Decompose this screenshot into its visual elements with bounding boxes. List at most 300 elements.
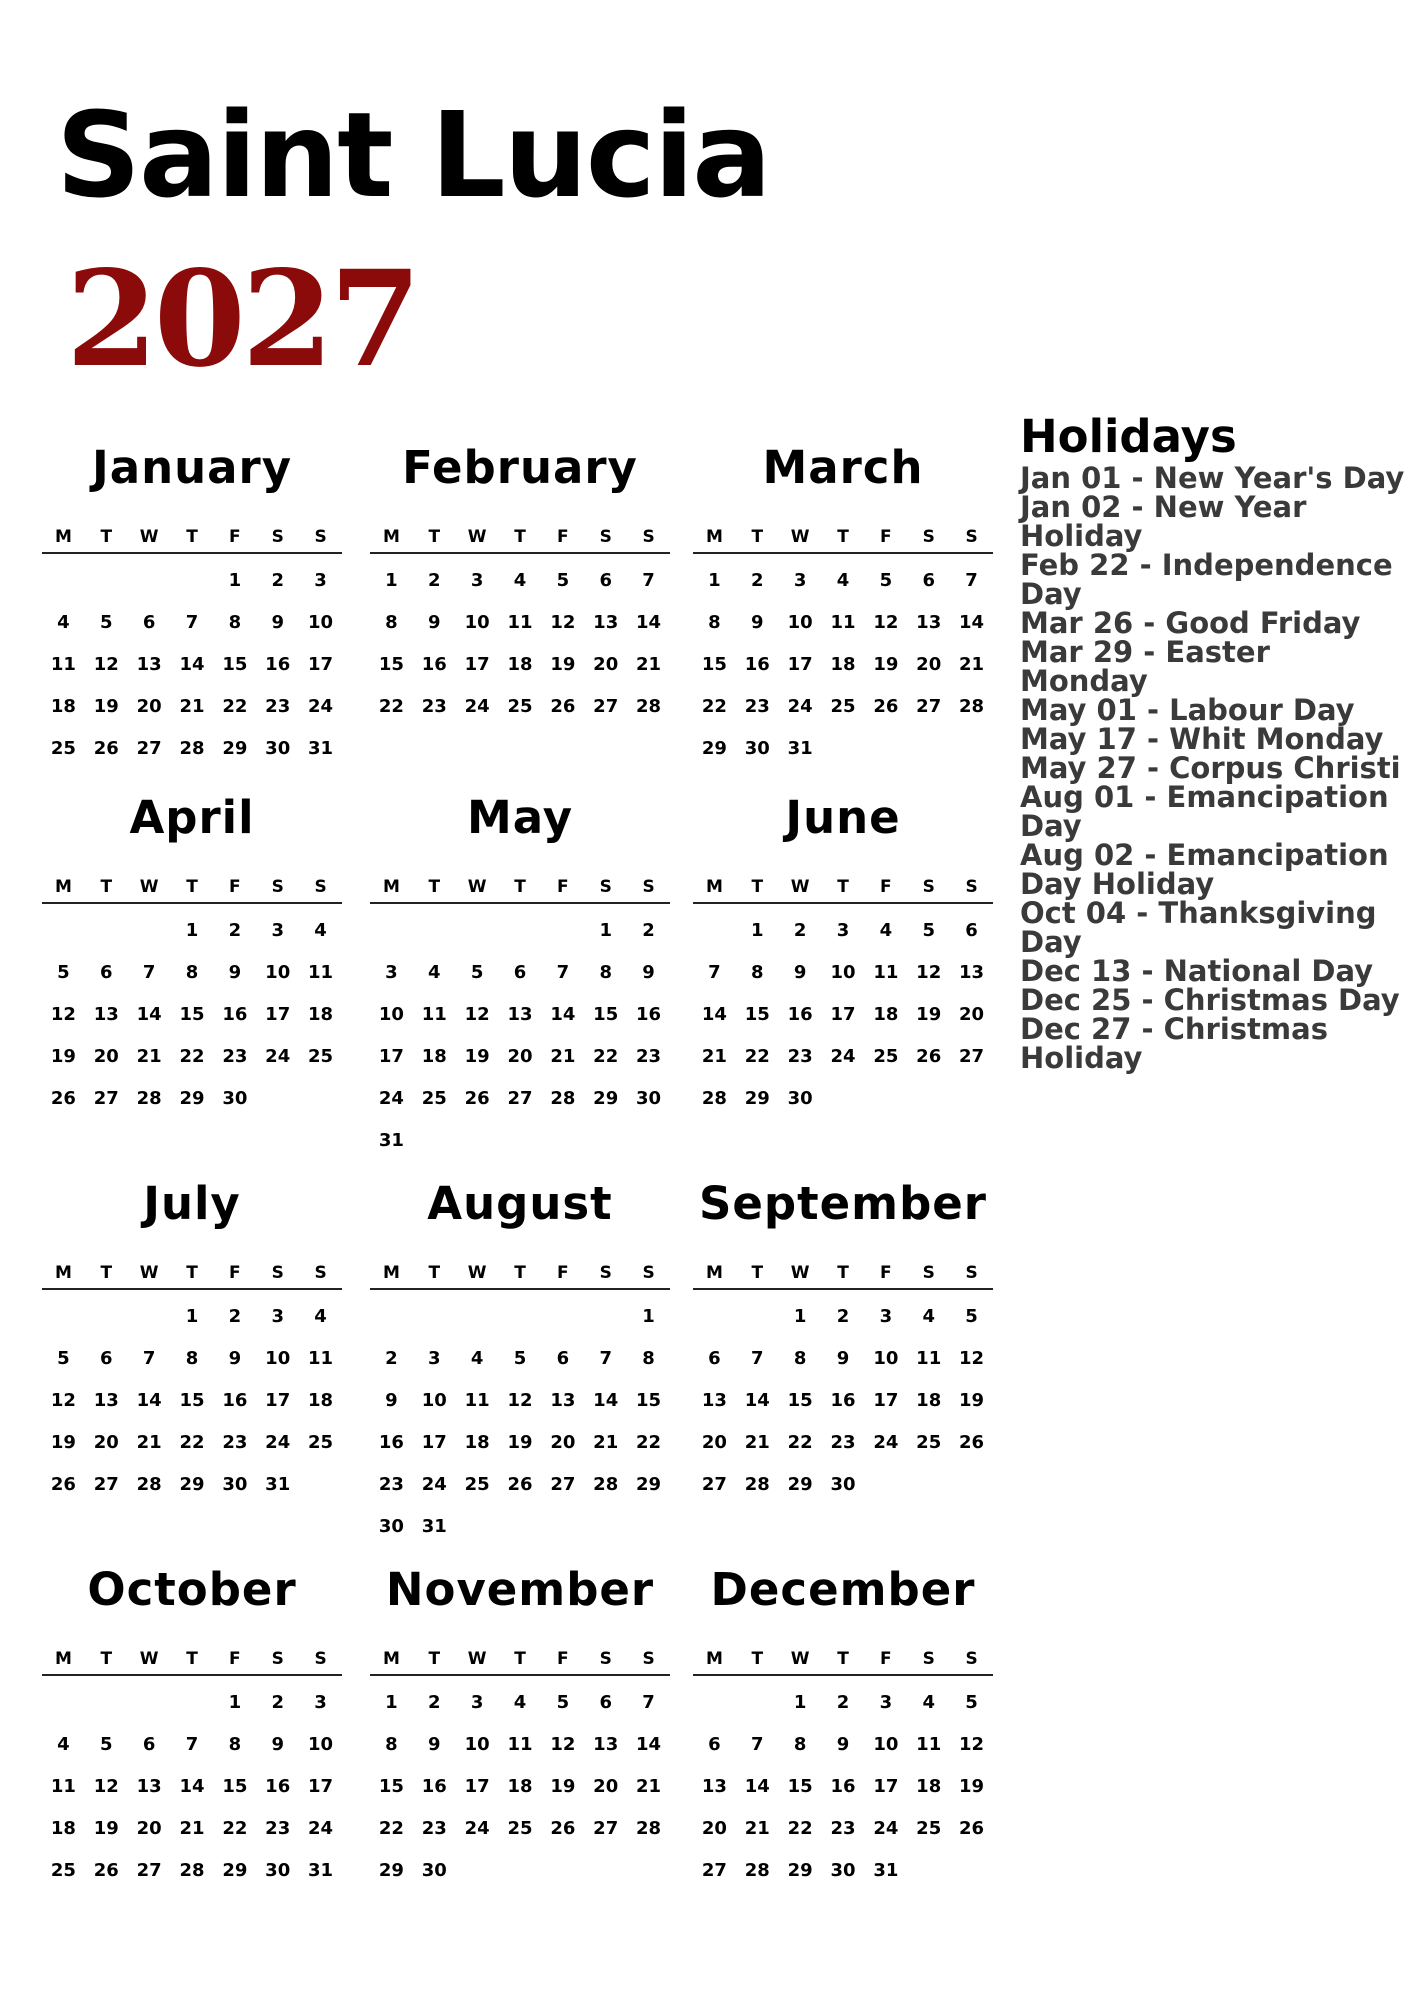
week-row xyxy=(693,1808,993,1850)
day-cell: 27 xyxy=(916,696,942,717)
day-cell: 21 xyxy=(136,1432,162,1453)
weekday-header: F xyxy=(229,1649,241,1669)
day-cell xyxy=(693,1296,736,1338)
day-cell: 7 xyxy=(185,1734,199,1755)
weekday-header: T xyxy=(100,1263,113,1283)
day-cell: 19 xyxy=(916,1004,942,1025)
day-cell: 11 xyxy=(464,1390,490,1411)
day-cell: 15 xyxy=(787,1776,813,1797)
week-row xyxy=(370,1724,670,1766)
day-cell: 16 xyxy=(421,654,447,675)
day-cell: 10 xyxy=(308,612,334,633)
day-cell: 25 xyxy=(308,1432,334,1453)
weekday-header-row xyxy=(693,1644,993,1676)
day-cell xyxy=(42,1296,85,1338)
week-row xyxy=(370,1850,670,1892)
day-cell: 12 xyxy=(550,1734,576,1755)
weekday-header: T xyxy=(514,1649,526,1669)
week-row xyxy=(693,910,993,952)
week-row xyxy=(42,1682,342,1724)
day-cell: 19 xyxy=(50,1046,76,1067)
week-row xyxy=(42,952,342,994)
day-cell: 6 xyxy=(513,962,527,983)
day-cell xyxy=(864,1078,907,1120)
day-cell: 2 xyxy=(751,570,764,591)
day-cell: 31 xyxy=(308,1860,334,1881)
week-row xyxy=(693,1036,993,1078)
day-cell: 28 xyxy=(636,696,662,717)
day-cell: 23 xyxy=(378,1474,404,1495)
day-cell: 14 xyxy=(550,1004,576,1025)
day-cell: 11 xyxy=(308,962,334,983)
day-cell: 12 xyxy=(959,1734,985,1755)
week-row xyxy=(42,1422,342,1464)
day-cell: 13 xyxy=(959,962,985,983)
weekday-header: S xyxy=(599,1649,612,1669)
day-cell: 6 xyxy=(708,1734,721,1755)
day-cell: 8 xyxy=(185,962,199,983)
day-cell xyxy=(627,1850,670,1892)
day-cell: 15 xyxy=(593,1004,619,1025)
day-cell: 24 xyxy=(873,1432,899,1453)
week-row xyxy=(693,1464,993,1506)
day-cell: 25 xyxy=(464,1474,490,1495)
day-cell: 6 xyxy=(556,1348,570,1369)
day-cell: 8 xyxy=(708,612,721,633)
weekday-header: M xyxy=(54,1649,72,1669)
day-cell: 6 xyxy=(100,962,113,983)
day-cell xyxy=(584,1506,627,1548)
day-cell: 15 xyxy=(787,1390,813,1411)
day-cell: 19 xyxy=(550,1776,576,1797)
holiday-item: May 27 - Corpus Christi xyxy=(1020,751,1401,785)
day-cell: 25 xyxy=(873,1046,899,1067)
week-row xyxy=(370,1296,670,1338)
week-row xyxy=(370,910,670,952)
weekday-header: S xyxy=(599,1263,612,1283)
day-cell: 24 xyxy=(265,1432,291,1453)
day-cell: 2 xyxy=(385,1348,398,1369)
weekday-header: W xyxy=(139,527,159,547)
weekday-header: W xyxy=(790,1649,810,1669)
weekday-header: M xyxy=(54,877,72,897)
day-cell xyxy=(171,560,214,602)
day-cell xyxy=(822,1078,865,1120)
day-cell: 18 xyxy=(916,1776,942,1797)
day-cell: 17 xyxy=(265,1004,291,1025)
weekday-header: W xyxy=(467,877,487,897)
day-cell: 15 xyxy=(744,1004,770,1025)
week-row xyxy=(370,1808,670,1850)
day-cell: 25 xyxy=(507,1818,533,1839)
day-cell xyxy=(256,1078,299,1120)
day-cell: 29 xyxy=(222,738,248,759)
day-cell: 23 xyxy=(265,696,291,717)
day-cell: 31 xyxy=(787,738,813,759)
holiday-item: Aug 01 - Emancipation Day xyxy=(1020,780,1389,843)
day-cell: 7 xyxy=(708,962,721,983)
day-cell: 30 xyxy=(830,1474,856,1495)
day-cell: 18 xyxy=(464,1432,490,1453)
weekday-header: S xyxy=(314,527,327,547)
month-february xyxy=(370,440,670,728)
week-row xyxy=(42,910,342,952)
weekday-header: S xyxy=(642,1263,655,1283)
day-cell: 13 xyxy=(550,1390,576,1411)
day-cell: 26 xyxy=(550,1818,576,1839)
day-cell: 29 xyxy=(222,1860,248,1881)
day-cell: 3 xyxy=(385,962,398,983)
day-cell: 2 xyxy=(271,570,284,591)
day-cell: 12 xyxy=(50,1390,76,1411)
day-cell: 21 xyxy=(744,1818,770,1839)
holiday-item: Feb 22 - Independence Day xyxy=(1020,548,1393,611)
holiday-item: Mar 26 - Good Friday xyxy=(1020,606,1361,640)
day-cell: 5 xyxy=(513,1348,527,1369)
day-cell: 16 xyxy=(636,1004,662,1025)
day-cell: 15 xyxy=(222,1776,248,1797)
month-name: April xyxy=(129,791,255,844)
day-cell: 26 xyxy=(959,1818,985,1839)
day-cell xyxy=(499,910,542,952)
day-cell: 18 xyxy=(50,1818,76,1839)
day-cell: 27 xyxy=(93,1474,119,1495)
week-row xyxy=(370,1120,670,1162)
holiday-item: May 01 - Labour Day xyxy=(1020,693,1355,727)
day-cell: 8 xyxy=(385,1734,398,1755)
week-row xyxy=(693,1682,993,1724)
day-cell: 26 xyxy=(93,738,119,759)
page-title: Saint Lucia xyxy=(56,86,770,224)
day-cell: 21 xyxy=(959,654,985,675)
week-row xyxy=(370,1036,670,1078)
day-cell: 7 xyxy=(556,962,570,983)
day-cell: 15 xyxy=(378,1776,404,1797)
day-cell xyxy=(541,1506,584,1548)
week-row xyxy=(42,686,342,728)
day-cell: 15 xyxy=(179,1004,205,1025)
day-cell: 29 xyxy=(179,1088,205,1109)
day-cell: 14 xyxy=(179,1776,205,1797)
day-cell: 28 xyxy=(744,1860,770,1881)
day-cell: 24 xyxy=(787,696,813,717)
weekday-header: W xyxy=(139,1263,159,1283)
weekday-header: M xyxy=(382,527,400,547)
week-row xyxy=(370,1506,670,1548)
month-october xyxy=(42,1562,342,1892)
day-cell: 8 xyxy=(228,612,242,633)
day-cell: 3 xyxy=(314,570,327,591)
day-cell xyxy=(128,1296,171,1338)
month-december xyxy=(693,1562,993,1892)
weekday-header: T xyxy=(837,1263,849,1283)
day-cell xyxy=(541,1120,584,1162)
day-cell: 6 xyxy=(965,920,978,941)
day-cell: 26 xyxy=(550,696,576,717)
day-cell: 20 xyxy=(93,1046,119,1067)
day-cell: 16 xyxy=(265,1776,291,1797)
day-cell: 29 xyxy=(593,1088,619,1109)
month-name: September xyxy=(699,1177,987,1230)
week-row xyxy=(693,644,993,686)
week-row xyxy=(42,1808,342,1850)
day-cell: 21 xyxy=(701,1046,727,1067)
day-cell: 4 xyxy=(836,570,850,591)
day-cell: 16 xyxy=(787,1004,813,1025)
day-cell: 30 xyxy=(830,1860,856,1881)
day-cell: 4 xyxy=(57,612,70,633)
day-cell: 9 xyxy=(793,962,807,983)
day-cell: 18 xyxy=(308,1390,334,1411)
day-cell xyxy=(950,1464,993,1506)
month-name: July xyxy=(143,1177,241,1230)
week-row xyxy=(42,1766,342,1808)
holiday-item: Oct 04 - Thanksgiving Day xyxy=(1020,896,1377,959)
day-cell: 29 xyxy=(787,1860,813,1881)
day-cell: 22 xyxy=(222,696,248,717)
day-cell: 24 xyxy=(308,696,334,717)
day-cell: 30 xyxy=(265,738,291,759)
weekday-header: F xyxy=(880,1649,892,1669)
day-cell xyxy=(499,1120,542,1162)
weekday-header: T xyxy=(514,877,526,897)
day-cell xyxy=(42,560,85,602)
weekday-header: M xyxy=(54,1263,72,1283)
weekday-header: F xyxy=(880,877,892,897)
weekday-header: M xyxy=(705,1263,723,1283)
day-cell: 18 xyxy=(308,1004,334,1025)
day-cell: 8 xyxy=(751,962,764,983)
day-cell: 29 xyxy=(179,1474,205,1495)
day-cell: 20 xyxy=(701,1818,727,1839)
day-cell: 9 xyxy=(428,612,441,633)
day-cell: 25 xyxy=(916,1432,942,1453)
day-cell xyxy=(950,1078,993,1120)
weekday-header: W xyxy=(467,527,487,547)
week-row xyxy=(42,1850,342,1892)
day-cell: 1 xyxy=(185,920,199,941)
holiday-item: Dec 13 - National Day xyxy=(1020,954,1374,988)
weekday-header: T xyxy=(100,877,113,897)
day-cell: 29 xyxy=(636,1474,662,1495)
day-cell: 13 xyxy=(916,612,942,633)
day-cell xyxy=(907,1078,950,1120)
day-cell xyxy=(907,728,950,770)
day-cell xyxy=(171,1682,214,1724)
day-cell xyxy=(736,1296,779,1338)
weekday-header: S xyxy=(271,1649,284,1669)
day-cell xyxy=(541,910,584,952)
day-cell: 18 xyxy=(830,654,856,675)
weekday-header: T xyxy=(186,877,198,897)
day-cell: 23 xyxy=(421,696,447,717)
day-cell xyxy=(693,1682,736,1724)
week-row xyxy=(370,1422,670,1464)
day-cell: 22 xyxy=(378,696,404,717)
weekday-header: W xyxy=(467,1263,487,1283)
day-cell: 19 xyxy=(507,1432,533,1453)
week-row xyxy=(370,994,670,1036)
day-cell: 8 xyxy=(228,1734,242,1755)
weekday-header: W xyxy=(790,877,810,897)
day-cell: 10 xyxy=(873,1734,899,1755)
day-cell: 19 xyxy=(550,654,576,675)
week-row xyxy=(42,644,342,686)
day-cell: 8 xyxy=(385,612,398,633)
day-cell: 21 xyxy=(136,1046,162,1067)
day-cell: 6 xyxy=(922,570,935,591)
weekday-header: T xyxy=(837,877,849,897)
holiday-item: Jan 01 - New Year's Day xyxy=(1020,461,1405,495)
month-june xyxy=(693,790,993,1120)
day-cell: 6 xyxy=(708,1348,721,1369)
day-cell: 15 xyxy=(222,654,248,675)
day-cell: 10 xyxy=(873,1348,899,1369)
day-cell: 26 xyxy=(873,696,899,717)
month-name: November xyxy=(385,1563,655,1616)
day-cell: 5 xyxy=(879,570,893,591)
day-cell: 7 xyxy=(642,1692,655,1713)
week-row xyxy=(693,1380,993,1422)
day-cell xyxy=(541,1850,584,1892)
day-cell: 10 xyxy=(464,1734,490,1755)
day-cell: 12 xyxy=(507,1390,533,1411)
week-row xyxy=(693,994,993,1036)
day-cell: 27 xyxy=(593,696,619,717)
day-cell: 16 xyxy=(744,654,770,675)
day-cell: 16 xyxy=(378,1432,404,1453)
day-cell: 7 xyxy=(185,612,199,633)
day-cell: 6 xyxy=(142,1734,156,1755)
day-cell xyxy=(85,1296,128,1338)
day-cell: 28 xyxy=(179,1860,205,1881)
week-row xyxy=(42,1078,342,1120)
day-cell: 19 xyxy=(959,1390,985,1411)
day-cell: 14 xyxy=(636,1734,662,1755)
day-cell: 11 xyxy=(507,1734,533,1755)
weekday-header: F xyxy=(880,1263,892,1283)
day-cell: 13 xyxy=(136,654,162,675)
day-cell: 27 xyxy=(136,1860,162,1881)
day-cell: 30 xyxy=(636,1088,662,1109)
weekday-header: T xyxy=(100,1649,113,1669)
day-cell: 6 xyxy=(100,1348,113,1369)
day-cell: 28 xyxy=(701,1088,727,1109)
day-cell: 20 xyxy=(550,1432,576,1453)
weekday-header: S xyxy=(965,1263,978,1283)
day-cell: 1 xyxy=(708,570,721,591)
day-cell: 19 xyxy=(50,1432,76,1453)
weekday-header: S xyxy=(965,527,978,547)
day-cell: 16 xyxy=(830,1776,856,1797)
day-cell: 8 xyxy=(642,1348,655,1369)
day-cell: 5 xyxy=(57,1348,70,1369)
day-cell: 20 xyxy=(593,654,619,675)
day-cell: 4 xyxy=(513,570,527,591)
day-cell: 9 xyxy=(228,962,242,983)
holiday-item: Dec 25 - Christmas Day xyxy=(1020,983,1400,1017)
weekday-header: F xyxy=(880,527,892,547)
day-cell: 14 xyxy=(744,1390,770,1411)
day-cell: 4 xyxy=(879,920,893,941)
month-may xyxy=(370,790,670,1162)
weekday-header-row xyxy=(370,872,670,904)
holiday-item: Jan 02 - New Year Holiday xyxy=(1020,490,1307,553)
day-cell: 1 xyxy=(228,1692,242,1713)
weekday-header-row xyxy=(370,1644,670,1676)
day-cell: 16 xyxy=(222,1390,248,1411)
day-cell xyxy=(864,728,907,770)
day-cell: 5 xyxy=(965,1306,978,1327)
day-cell: 7 xyxy=(599,1348,612,1369)
weekday-header: S xyxy=(642,1649,655,1669)
day-cell: 2 xyxy=(271,1692,284,1713)
weekday-header: S xyxy=(314,1649,327,1669)
week-row xyxy=(42,1724,342,1766)
day-cell: 12 xyxy=(464,1004,490,1025)
day-cell: 26 xyxy=(464,1088,490,1109)
month-name: February xyxy=(402,441,638,494)
day-cell: 3 xyxy=(271,1306,284,1327)
day-cell: 11 xyxy=(308,1348,334,1369)
day-cell: 11 xyxy=(50,1776,76,1797)
day-cell: 5 xyxy=(470,962,484,983)
day-cell xyxy=(541,1296,584,1338)
day-cell: 8 xyxy=(793,1348,807,1369)
day-cell: 3 xyxy=(793,570,807,591)
weekday-header: S xyxy=(642,877,655,897)
day-cell: 17 xyxy=(265,1390,291,1411)
day-cell: 20 xyxy=(93,1432,119,1453)
day-cell: 30 xyxy=(744,738,770,759)
week-row xyxy=(370,1338,670,1380)
weekday-header: F xyxy=(557,1263,569,1283)
day-cell: 14 xyxy=(593,1390,619,1411)
weekday-header: T xyxy=(186,1649,198,1669)
day-cell: 14 xyxy=(636,612,662,633)
day-cell: 15 xyxy=(701,654,727,675)
day-cell xyxy=(413,1296,456,1338)
day-cell: 27 xyxy=(701,1474,727,1495)
day-cell: 28 xyxy=(179,738,205,759)
day-cell: 5 xyxy=(100,612,113,633)
day-cell: 20 xyxy=(959,1004,985,1025)
day-cell: 9 xyxy=(385,1390,398,1411)
day-cell: 18 xyxy=(421,1046,447,1067)
month-name: December xyxy=(710,1563,976,1616)
day-cell: 26 xyxy=(93,1860,119,1881)
day-cell xyxy=(950,728,993,770)
day-cell: 25 xyxy=(421,1088,447,1109)
day-cell: 10 xyxy=(265,962,291,983)
day-cell: 28 xyxy=(593,1474,619,1495)
day-cell: 17 xyxy=(378,1046,404,1067)
weekday-header: M xyxy=(705,1649,723,1669)
day-cell xyxy=(584,1120,627,1162)
weekday-header: F xyxy=(229,1263,241,1283)
day-cell: 28 xyxy=(636,1818,662,1839)
weekday-header: S xyxy=(922,877,935,897)
day-cell: 22 xyxy=(179,1046,205,1067)
day-cell: 23 xyxy=(222,1046,248,1067)
week-row xyxy=(370,644,670,686)
day-cell xyxy=(370,1296,413,1338)
day-cell: 11 xyxy=(507,612,533,633)
day-cell xyxy=(413,1120,456,1162)
day-cell: 2 xyxy=(228,1306,242,1327)
day-cell: 15 xyxy=(636,1390,662,1411)
day-cell: 8 xyxy=(793,1734,807,1755)
